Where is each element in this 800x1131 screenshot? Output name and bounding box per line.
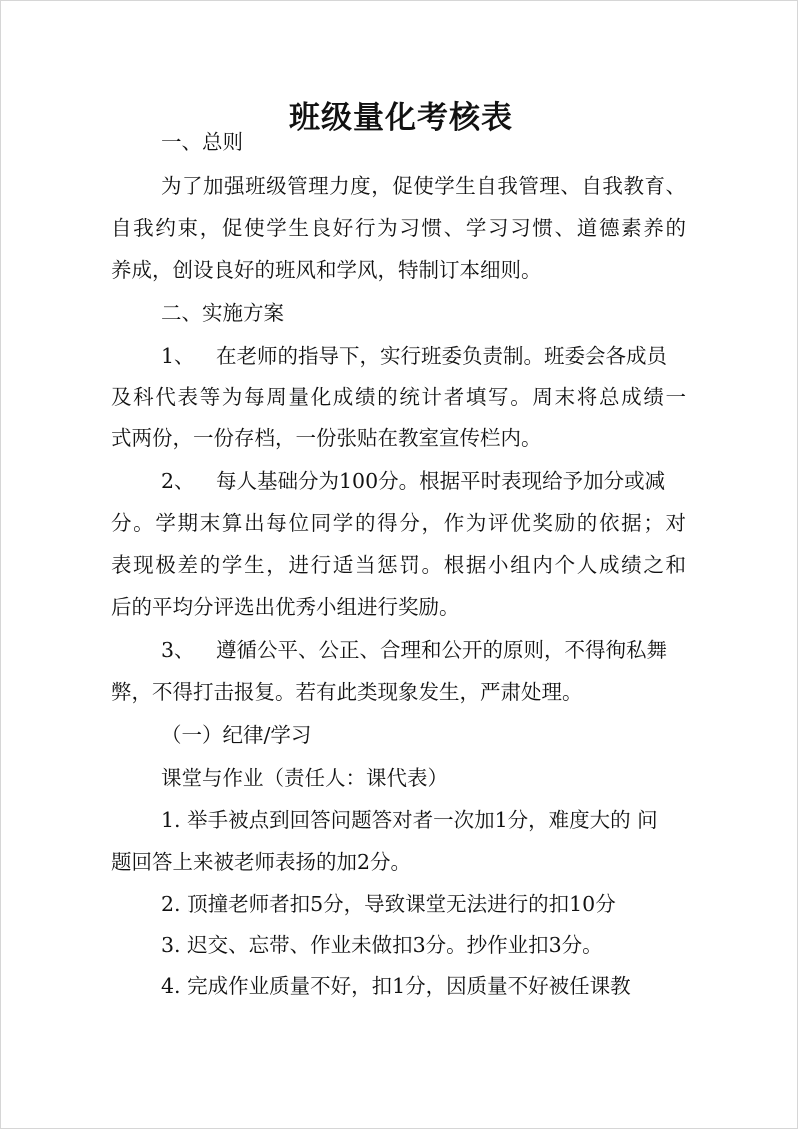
document-title: 班级量化考核表 (289, 99, 513, 136)
general-para-line-1: 为了加强班级管理力度，促使学生自我管理、自我教育、 (161, 174, 686, 198)
item-2-line-3: 表现极差的学生，进行适当惩罚。根据小组内个人成绩之和 (111, 553, 686, 577)
item-3-line-2: 弊，不得打击报复。若有此类现象发生，严肃处理。 (111, 680, 583, 704)
general-para-line-3: 养成，创设良好的班风和学风，特制订本细则。 (111, 258, 542, 282)
general-para-line-2: 自我约束，促使学生良好行为习惯、学习习惯、道德素养的 (111, 216, 686, 240)
item-2-line-4: 后的平均分评选出优秀小组进行奖励。 (111, 595, 460, 619)
rule-4: 4. 完成作业质量不好，扣1分，因质量不好被任课教 (161, 974, 631, 998)
rule-1-line-2: 题回答上来被老师表扬的加2分。 (111, 850, 412, 874)
item-1-number: 1、 (161, 344, 195, 368)
item-3-line-1: 遵循公平、公正、合理和公开的原则，不得徇私舞 (216, 638, 667, 662)
discipline-heading: （一）纪律/学习 (161, 723, 312, 747)
item-2-number: 2、 (161, 469, 195, 493)
item-1-line-2: 及科代表等为每周量化成绩的统计者填写。周末将总成绩一 (111, 385, 686, 409)
rule-2: 2. 顶撞老师者扣5分，导致课堂无法进行的扣10分 (161, 892, 616, 916)
section-general-heading: 一、总则 (161, 130, 243, 154)
item-1-first-line (161, 341, 667, 371)
item-2-line-1: 每人基础分为100分。根据平时表现给予加分或减 (216, 469, 666, 493)
section-plan-heading: 二、实施方案 (161, 301, 284, 325)
item-3-first-line (161, 635, 667, 665)
item-2-line-2: 分。学期末算出每位同学的得分，作为评优奖励的依据；对 (111, 511, 686, 535)
rule-3: 3. 迟交、忘带、作业未做扣3分。抄作业扣3分。 (161, 933, 603, 957)
item-2-first-line (161, 466, 665, 496)
item-1-line-1: 在老师的指导下，实行班委负责制。班委会各成员 (216, 344, 667, 368)
item-1-line-3: 式两份，一份存档，一份张贴在教室宣传栏内。 (111, 426, 542, 450)
class-homework-heading: 课堂与作业（责任人：课代表） (161, 766, 448, 790)
item-3-number: 3、 (161, 638, 195, 662)
rule-1-line-1: 1. 举手被点到回答问题答对者一次加1分，难度大的 问 (161, 808, 658, 832)
